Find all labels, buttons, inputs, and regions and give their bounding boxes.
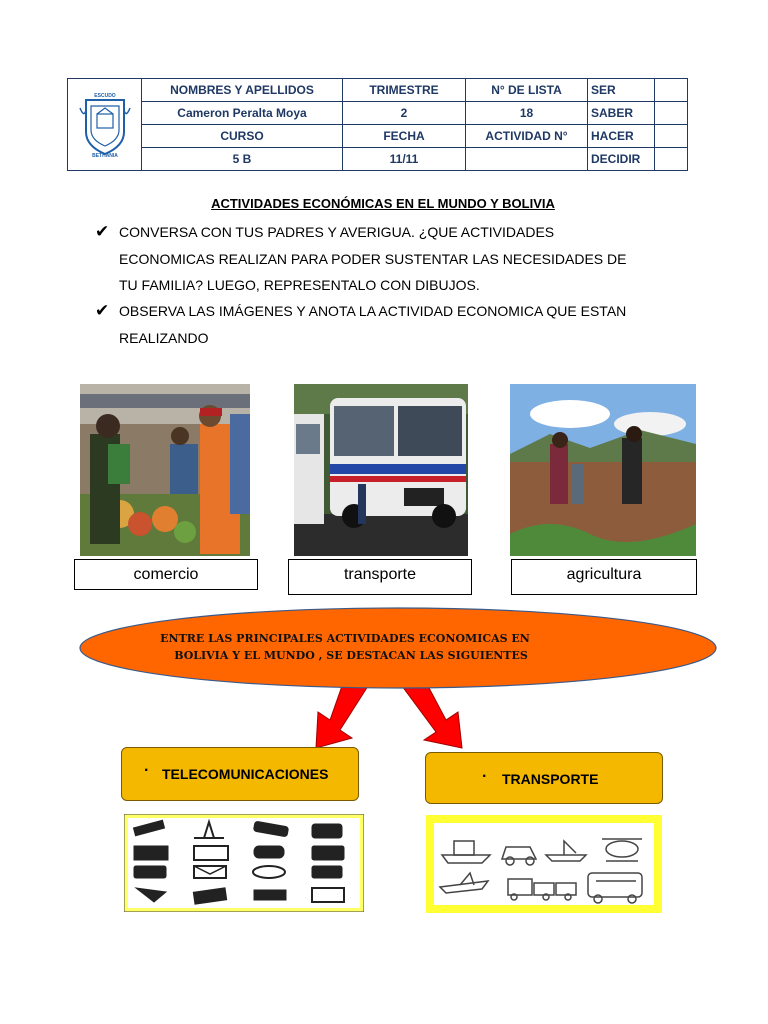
- left-arrow-icon: [316, 686, 368, 748]
- cell-names-label: NOMBRES Y APELLIDOS: [142, 79, 343, 102]
- page-title: ACTIVIDADES ECONÓMICAS EN EL MUNDO Y BOLIVIA: [211, 196, 555, 211]
- bullet-1-line-1: CONVERSA CON TUS PADRES Y AVERIGUA. ¿QUE ACTIVIDADES: [119, 224, 555, 240]
- bullet-dot: ·: [144, 762, 150, 779]
- mobile-icon: [254, 846, 284, 858]
- cell-trimestre-label: TRIMESTRE: [343, 79, 466, 102]
- answer-box-commerce[interactable]: comercio: [74, 559, 258, 590]
- modem-icon: [254, 890, 286, 900]
- cell-lista-label: N° DE LISTA: [466, 79, 588, 102]
- concept-diagram: [0, 600, 768, 760]
- checkmark-icon: ✔: [95, 222, 110, 241]
- fax-icon: [312, 824, 342, 838]
- market-photo: [80, 384, 250, 556]
- ellipse-text-line-1: ENTRE LAS PRINCIPALES ACTIVIDADES ECONOMICAS EN: [160, 632, 530, 645]
- cell-ser-value[interactable]: [655, 79, 688, 102]
- telecom-icons-panel: [124, 814, 364, 912]
- cell-saber-label: SABER: [588, 102, 655, 125]
- ellipse-text-line-2: BOLIVIA Y EL MUNDO , SE DESTACAN LAS SIGUIENTES: [174, 649, 528, 662]
- answer-box-transport[interactable]: transporte: [288, 559, 472, 595]
- telecom-box: [121, 747, 359, 801]
- cassette-icon: [312, 866, 342, 878]
- agriculture-photo: [510, 384, 696, 556]
- school-crest-icon: [78, 88, 132, 158]
- cell-decidir-label: DECIDIR: [588, 148, 655, 171]
- cell-curso-label: CURSO: [142, 125, 343, 148]
- bullet-item-1: [95, 219, 695, 299]
- cell-actividad-value[interactable]: [466, 148, 588, 171]
- bullet-1-line-3: TU FAMILIA? LUEGO, REPRESENTALO CON DIBUJOS.: [119, 277, 480, 293]
- bullet-2-line-1: OBSERVA LAS IMÁGENES Y ANOTA LA ACTIVIDAD ECONOMICA QUE ESTAN: [119, 303, 627, 319]
- tv-icon: [134, 846, 168, 860]
- cell-trimestre-value: 2: [343, 102, 466, 125]
- right-arrow-icon: [402, 686, 462, 748]
- cell-fecha-value: 11/11: [343, 148, 466, 171]
- transport-label: TRANSPORTE: [502, 771, 599, 787]
- cell-fecha-label: FECHA: [343, 125, 466, 148]
- bullet-dot: ·: [482, 768, 488, 785]
- cell-lista-value: 18: [466, 102, 588, 125]
- bullet-1-line-2: ECONOMICAS REALIZAN PARA PODER SUSTENTAR LAS NECESIDADES DE: [119, 250, 627, 267]
- radio-icon: [134, 866, 166, 878]
- school-logo-cell: [68, 79, 142, 171]
- computer-icon: [312, 846, 344, 860]
- logo-top-text: ESCUDO: [93, 93, 116, 99]
- cell-curso-value: 5 B: [142, 148, 343, 171]
- cell-hacer-label: HACER: [588, 125, 655, 148]
- telecom-label: TELECOMUNICACIONES: [162, 766, 329, 782]
- bullet-item-2: [95, 298, 695, 352]
- cell-decidir-value[interactable]: [655, 148, 688, 171]
- transport-icons-panel: [426, 815, 662, 913]
- cell-ser-label: SER: [588, 79, 655, 102]
- checkmark-icon: ✔: [95, 301, 110, 320]
- cell-hacer-value[interactable]: [655, 125, 688, 148]
- bus-photo: [294, 384, 468, 556]
- cell-actividad-label: ACTIVIDAD N°: [466, 125, 588, 148]
- cell-student-name: Cameron Peralta Moya: [142, 102, 343, 125]
- transport-box: [425, 752, 663, 804]
- header-table: [67, 78, 688, 171]
- bullet-2-line-2: REALIZANDO: [119, 329, 209, 346]
- logo-bottom-text: BETHANIA: [91, 153, 118, 158]
- cell-saber-value[interactable]: [655, 102, 688, 125]
- answer-box-agriculture[interactable]: agricultura: [511, 559, 697, 595]
